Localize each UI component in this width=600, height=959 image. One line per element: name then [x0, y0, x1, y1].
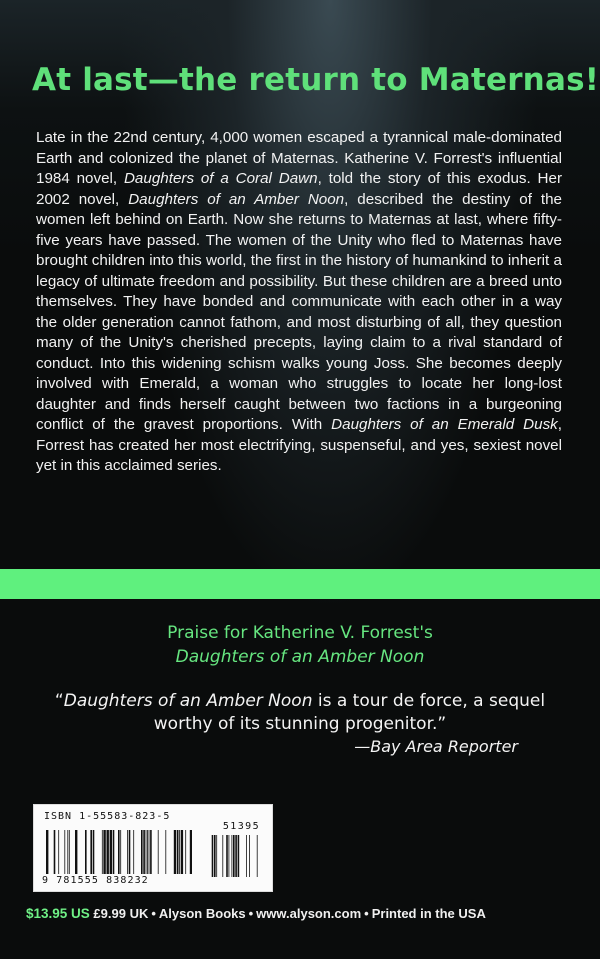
barcode-bar [102, 830, 103, 874]
barcode-label [33, 804, 273, 892]
barcode-bar [212, 835, 214, 877]
blurb-text-2: , told the story of this exodus. Her 2002 novel, [36, 170, 563, 208]
barcode-number: 9 781555 838232 [42, 875, 149, 886]
barcode-bar [222, 835, 223, 877]
praise-heading-text: Praise for Katherine V. Forrest's [167, 623, 433, 643]
footer-bullet: • [364, 906, 369, 921]
barcode-bar [120, 830, 121, 874]
blurb-title-coral-dawn: Daughters of a Coral Dawn [123, 170, 318, 187]
barcode-bar [235, 835, 237, 877]
barcode-bar [67, 830, 68, 874]
barcode-bar [185, 830, 186, 874]
barcode-main-bars [46, 830, 192, 874]
quote-attribution: —Bay Area Reporter [354, 737, 518, 756]
barcode-bar [110, 830, 112, 874]
barcode-bar [233, 835, 235, 877]
footer-bullet: • [151, 906, 156, 921]
barcode-bar [133, 830, 134, 874]
barcode-bar [54, 830, 56, 874]
green-divider-band [0, 569, 600, 599]
quote-text: is a tour de force, a sequel worthy of its stunning progenitor.” [153, 691, 546, 734]
barcode-bar [103, 830, 105, 874]
barcode-bar [146, 830, 147, 874]
barcode-bar [129, 830, 131, 874]
barcode-bar [246, 835, 247, 877]
headline: At last—the return to Maternas! [32, 62, 600, 98]
barcode-bar [113, 830, 115, 874]
barcode-bar [75, 830, 77, 874]
barcode-bar [214, 835, 216, 877]
review-quote [30, 690, 570, 736]
barcode-bar [58, 830, 59, 874]
barcode-bar [174, 830, 176, 874]
footer-info [26, 906, 586, 921]
blurb-title-emerald-dusk: Daughters of an Emerald Dusk [331, 416, 558, 433]
barcode-bar [177, 830, 179, 874]
isbn-text: ISBN 1-55583-823-5 [44, 811, 171, 822]
blurb-text-3: , described the destiny of the women left behind on Earth. Now she returns to Maternas at last, where fifty-five years have passed. The women of the Unity who fled to Maternas have brought children into this world, the first in the history of humankind to inherit a legacy of ultimate freedom and possibility. But these children are a breed unto themselves. They have bonded and communicate with each other in a way the older generation cannot fathom, and most disturbing of all, they question many of the Unity's cherished precepts, laying claim to a rival standard of conduct. Into this widening schism walks young Joss. She becomes deeply involved with Emerald, a woman who struggles to locate her long-lost daughter and finds herself caught between two factions in a burgeoning conflict of the gravest proportions. With [36, 190, 562, 433]
barcode-bar [158, 830, 159, 874]
barcode-bar [229, 835, 230, 877]
barcode-bar [118, 830, 120, 874]
barcode-addon-bars [204, 835, 264, 877]
quote-book-title: Daughters of an Amber Noon [63, 691, 313, 711]
publisher-name: Alyson Books [158, 906, 246, 921]
barcode-bar [216, 835, 217, 877]
barcode-bar [69, 830, 70, 874]
price-uk: £9.99 UK [93, 906, 149, 921]
barcode-price-code: 51395 [222, 821, 260, 832]
barcode-bar [150, 830, 152, 874]
quote-open-mark: “ [54, 691, 64, 711]
barcode-bar [190, 830, 192, 874]
barcode-bar [107, 830, 109, 874]
barcode-bar [232, 835, 233, 877]
praise-heading [0, 621, 600, 669]
blurb [36, 128, 562, 477]
barcode-bar [249, 835, 250, 877]
blurb-text-1: Late in the 22nd century, 4,000 women escaped a tyrannical male-dominated Earth and colonized the planet of Maternas. Katherine V. Forrest's influential 1984 novel, [36, 129, 562, 187]
barcode-bar [257, 835, 258, 877]
barcode-bar [85, 830, 87, 874]
barcode-bar [90, 830, 92, 874]
barcode-bar [181, 830, 183, 874]
barcode-bar [143, 830, 145, 874]
printed-location: Printed in the USA [371, 906, 486, 921]
price-us: $13.95 US [26, 906, 90, 921]
barcode-bar [127, 830, 128, 874]
barcode-bar [93, 830, 95, 874]
barcode-bar [64, 830, 65, 874]
barcode-bar [149, 830, 150, 874]
barcode-bar [165, 830, 166, 874]
barcode-bar [46, 830, 48, 874]
blurb-title-amber-noon: Daughters of an Amber Noon [128, 190, 345, 208]
praise-book-title: Daughters of an Amber Noon [175, 647, 425, 667]
blurb-text-4: , Forrest has created her most electrifying, suspenseful, and yes, sexiest novel yet in this acclaimed series. [36, 416, 562, 474]
barcode-bar [179, 830, 180, 874]
barcode-bar [226, 835, 228, 877]
barcode-bar [141, 830, 143, 874]
barcode-bar [238, 835, 240, 877]
barcode-bar [147, 830, 148, 874]
publisher-website: www.alyson.com [256, 906, 362, 921]
footer-bullet: • [248, 906, 254, 921]
